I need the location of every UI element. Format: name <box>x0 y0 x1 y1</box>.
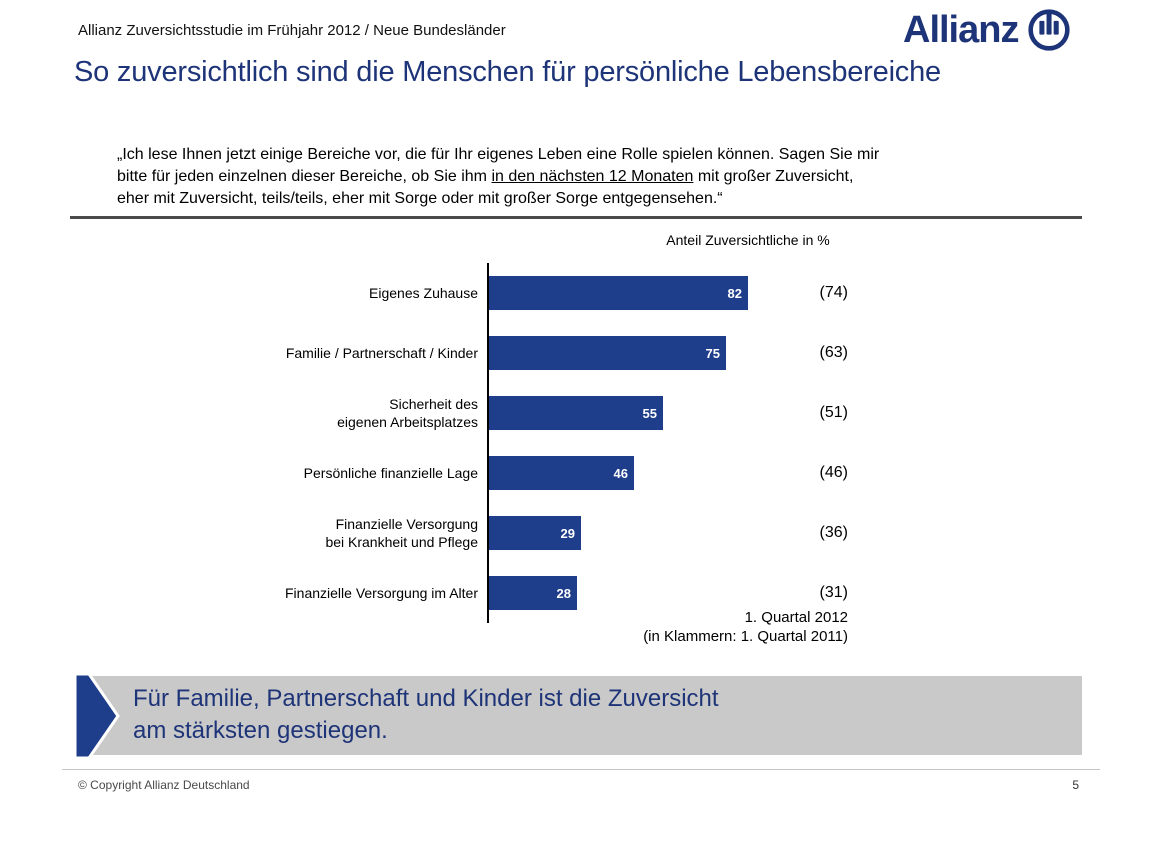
chart-row <box>80 263 848 323</box>
chart-row <box>80 503 848 563</box>
bar-value: 28 <box>556 585 571 601</box>
category-label: Persönliche finanzielle Lage <box>303 465 478 481</box>
quote-line-1: „Ich lese Ihnen jetzt einige Bereiche vor, die für Ihr eigenes Leben eine Rolle spielen können. Sagen Sie mir <box>117 146 880 163</box>
previous-value: (51) <box>819 404 848 421</box>
bar-cell <box>489 456 768 490</box>
key-message-line-1: Für Familie, Partnerschaft und Kinder ist die Zuversicht <box>133 685 719 712</box>
chart-rows <box>80 263 848 623</box>
previous-value: (63) <box>819 344 848 361</box>
bar-cell <box>489 576 768 610</box>
bar <box>489 276 748 310</box>
previous-value: (46) <box>819 464 848 481</box>
category-label: Finanzielle Versorgung bei Krankheit und Pflege <box>325 516 478 550</box>
key-message-text <box>133 683 719 747</box>
bar-cell <box>489 336 768 370</box>
category-label: Familie / Partnerschaft / Kinder <box>285 345 478 361</box>
bar-cell <box>489 516 768 550</box>
bar-cell <box>489 396 768 430</box>
bar <box>489 396 663 430</box>
survey-question <box>117 144 1047 210</box>
chart-note <box>643 608 848 646</box>
allianz-symbol-icon <box>1027 8 1071 52</box>
title-divider <box>70 216 1082 219</box>
bar <box>489 576 577 610</box>
bar-value: 75 <box>705 345 720 361</box>
key-message-box <box>78 676 1082 755</box>
bar-value: 55 <box>642 405 657 421</box>
category-label: Sicherheit des eigenen Arbeitsplatzes <box>337 396 478 430</box>
bar-value: 82 <box>727 285 742 301</box>
allianz-logo <box>903 8 1071 52</box>
bar <box>489 516 581 550</box>
note-current-quarter: 1. Quartal 2012 <box>744 609 848 626</box>
note-previous-quarter: (in Klammern: 1. Quartal 2011) <box>643 628 848 645</box>
study-subtitle: Allianz Zuversichtsstudie im Frühjahr 2012 / Neue Bundesländer <box>78 22 506 39</box>
category-label: Finanzielle Versorgung im Alter <box>285 585 478 601</box>
bar-cell <box>489 276 768 310</box>
footer-divider <box>62 769 1100 770</box>
quote-underlined-phrase: in den nächsten 12 Monaten <box>491 168 694 185</box>
page-title: So zuversichtlich sind die Menschen für persönliche Lebensbereiche <box>74 56 941 88</box>
category-label: Eigenes Zuhause <box>369 285 478 301</box>
bar-value: 46 <box>613 465 628 481</box>
previous-value: (31) <box>819 584 848 601</box>
quote-line-2: bitte für jeden einzelnen dieser Bereiche, ob Sie ihm in den nächsten 12 Monaten mit großer Zuversicht, <box>117 168 854 185</box>
chart-row <box>80 323 848 383</box>
bar <box>489 456 634 490</box>
page-number: 5 <box>1072 778 1079 792</box>
previous-value: (74) <box>819 284 848 301</box>
chart-row <box>80 443 848 503</box>
key-message-arrow-icon <box>73 670 123 767</box>
previous-value: (36) <box>819 524 848 541</box>
key-message-line-2: am stärksten gestiegen. <box>133 717 388 744</box>
bar <box>489 336 726 370</box>
allianz-wordmark: Allianz <box>903 9 1019 51</box>
chart-row <box>80 383 848 443</box>
bar-value: 29 <box>560 525 575 541</box>
copyright-text: © Copyright Allianz Deutschland <box>78 778 250 792</box>
chart-title: Anteil Zuversichtliche in % <box>666 232 830 248</box>
quote-line-3: eher mit Zuversicht, teils/teils, eher mit Sorge oder mit großer Sorge entgegensehen.“ <box>117 190 723 207</box>
